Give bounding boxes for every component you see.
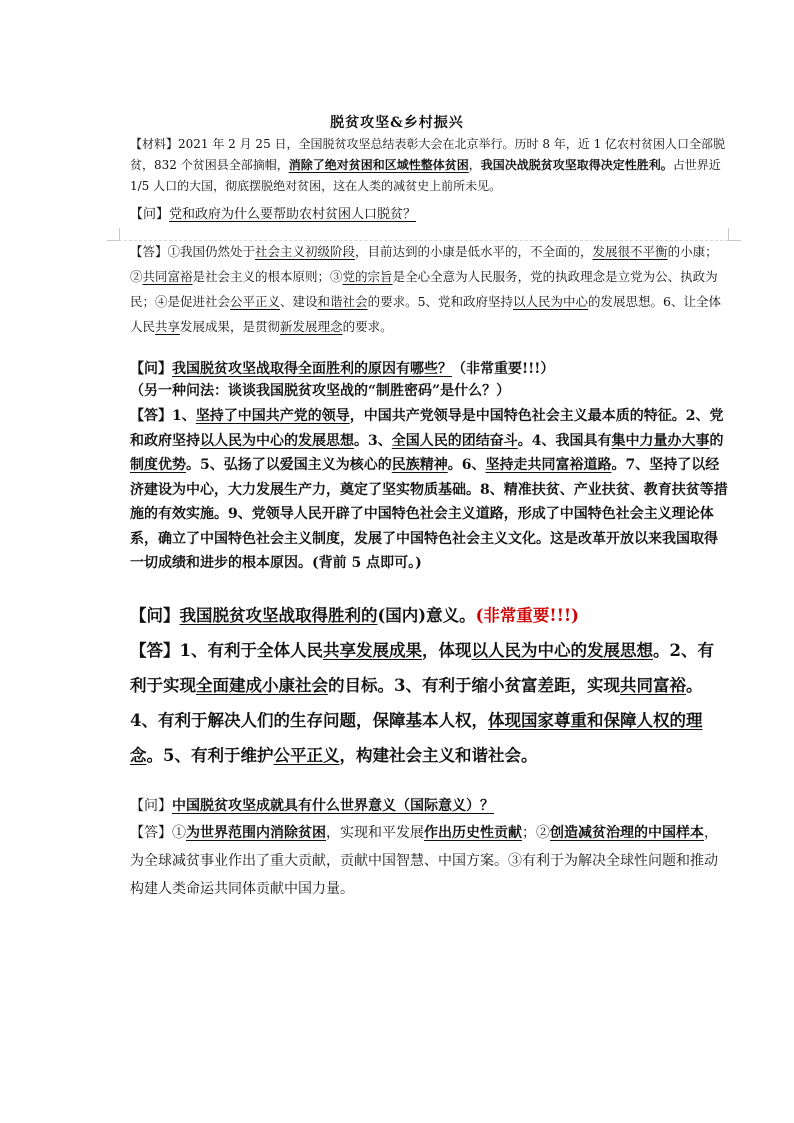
question-2-importance: （非常重要!!!） [452, 361, 555, 377]
question-3-importance: (非常重要!!!) [475, 606, 579, 625]
answer-1-key: 以人民为中心 [513, 294, 589, 309]
answer-1-key: 新发展理念 [280, 319, 343, 334]
question-3 [130, 603, 730, 629]
question-4 [130, 795, 730, 817]
material-paragraph [130, 134, 730, 197]
answer-2-text: 的 [709, 432, 724, 449]
answer-3-text: 。2、有利于实现 [130, 641, 714, 695]
answer-3-text: 【答】1、有利于全体人民 [130, 641, 323, 660]
material-text-2: ， [468, 158, 481, 172]
question-2 [130, 358, 730, 402]
answer-1-text: 的发展思想。6、让全体人民 [130, 294, 722, 334]
answer-1-text: 、建设 [280, 294, 318, 309]
material-text-1: 【材料】2021 年 2 月 25 日，全国脱贫攻坚总结表彰大会在北京举行。历时 8 年，近 1 亿农村贫困人口全部脱贫，832 个贫困县全部摘帽， [130, 137, 726, 172]
answer-1-text: 的要求。 [342, 319, 393, 334]
answer-1-key: 党的宗旨 [342, 269, 393, 284]
answer-2-text: 。6、 [447, 457, 486, 473]
answer-3-text: 的目标。3、有利于缩小贫富差距，实现 [328, 676, 620, 695]
answer-3-key: 全面建成小康社会 [196, 676, 328, 695]
answer-1 [130, 239, 730, 339]
question-3-scope: (国内)意义。 [377, 606, 476, 625]
question-2-line-2: （另一种问法：谈谈我国脱贫攻坚战的“制胜密码”是什么？） [130, 383, 511, 399]
answer-2-key: 集中力量办大事 [611, 432, 710, 449]
material-highlight-2: 我国决战脱贫攻坚取得决定性胜利。 [480, 158, 673, 172]
answer-4-text: ，实现和平发展 [326, 825, 424, 841]
answer-3-text: ，构建社会主义和谐社会。 [339, 746, 538, 765]
answer-2-key: 坚持了中国共产党的领导 [195, 408, 350, 424]
answer-1-key: 公平正义 [230, 294, 281, 309]
document-title: 脱贫攻坚&乡村振兴 [330, 115, 464, 131]
answer-2-key: 民族精神 [391, 457, 448, 473]
answer-3-key: 体现国家尊重和保障人权的理念 [130, 711, 703, 765]
answer-2-key: 以人民为中心的发展思想 [200, 432, 354, 449]
answer-4-key: 为世界范围内消除贫困 [186, 825, 326, 841]
answer-1-key: 发展很不平衡 [592, 244, 668, 259]
material-text-3: 占世界近 1/5 人口的大国，彻底摆脱绝对贫困，这在人类的减贫史上前所未见。 [130, 158, 721, 193]
answer-3-key: 共享发展成果 [322, 641, 422, 660]
answer-3-text: 。5、有利于维护 [146, 746, 274, 765]
answer-1-key: 和谐社会 [317, 294, 368, 309]
answer-1-key: 共享 [155, 319, 181, 334]
question-3-prefix: 【问】 [130, 606, 180, 625]
answer-3-text: 。4、有利于解决人们的生存问题，保障基本人权， [130, 676, 703, 730]
answer-3-key: 共同富裕 [619, 676, 686, 695]
answer-4-key: 作出历史性贡献 [424, 825, 522, 841]
answer-4-text: 【答】① [130, 825, 186, 841]
question-4-prefix: 【问】 [130, 798, 172, 814]
answer-2-key: 全国人民的团结奋斗 [391, 432, 518, 449]
answer-1-key: 共同富裕 [142, 269, 193, 284]
answer-2-text: ，中国共产党领导是中国特色社会主义最本质的特征。2、党和政府坚持 [130, 408, 724, 449]
answer-1-text: 【答】①我国仍然处于 [130, 244, 256, 259]
answer-2-key: 制度优势 [130, 457, 186, 473]
answer-1-text: 发展成果，是贯彻 [180, 319, 281, 334]
answer-2-text: 。5、弘扬了以爱国主义为核心的 [186, 457, 392, 473]
answer-2-key: 坚持走共同富裕道路 [485, 457, 612, 473]
answer-1-text: 是全心全意为人民服务，党的执政理念是立党为公、执政为民；④是促进社会 [130, 269, 718, 309]
question-1-text: 党和政府为什么要帮助农村贫困人口脱贫？ [169, 207, 417, 222]
answer-3 [130, 633, 730, 773]
answer-2-text: 。3、 [354, 432, 392, 449]
material-highlight-1: 消除了绝对贫困和区域性整体贫困 [288, 158, 469, 172]
question-4-text: 中国脱贫攻坚成就具有什么世界意义（国际意义）？ [172, 798, 494, 814]
question-3-text: 我国脱贫攻坚战取得胜利的 [179, 606, 378, 625]
answer-2 [130, 404, 730, 576]
answer-1-text: 的小康；② [130, 244, 718, 284]
answer-2-text: 。4、我国具有 [517, 432, 612, 449]
question-2-line-1 [130, 358, 730, 380]
answer-1-text: 的要求。5、党和政府坚持 [367, 294, 514, 309]
answer-4-text: ，为全球减贫事业作出了重大贡献，贡献中国智慧、中国方案。③有利于为解决全球性问题和推动构建人类命运共同体贡献中国力量。 [130, 825, 718, 897]
answer-1-key: 社会主义初级阶段 [255, 244, 356, 259]
answer-1-text: ，目前达到的小康是低水平的，不全面的， [355, 244, 593, 259]
answer-2-text: 。7、坚持了以经济建设为中心，大力发展生产力，奠定了坚实物质基础。8、精准扶贫、产业扶贫、教育扶贫等措施的有效实施。9、党领导人民开辟了中国特色社会主义道路，形成了中国特色社会主义理论体系，确立了中国特色社会主义制度，发展了中国特色社会主义文化。这是改革开放以来我国取得一切成绩和进步的根本原因。(背前 5 点即可。) [130, 457, 728, 571]
answer-3-key: 公平正义 [273, 746, 340, 765]
question-1-prefix: 【问】 [130, 207, 170, 222]
question-1 [130, 205, 730, 225]
answer-4-key: 创造减贫治理的中国样本 [550, 825, 704, 841]
question-2-text: 我国脱贫攻坚战取得全面胜利的原因有哪些？ [172, 361, 452, 377]
answer-3-key: 以人民为中心的发展思想 [471, 641, 653, 660]
answer-2-text: 【答】1、 [130, 408, 196, 424]
answer-3-text: ，体现 [421, 641, 472, 660]
question-2-prefix: 【问】 [130, 361, 172, 377]
answer-1-text: 是社会主义的根本原则；③ [192, 269, 343, 284]
answer-4 [130, 819, 730, 903]
answer-4-text: ；② [522, 825, 550, 841]
